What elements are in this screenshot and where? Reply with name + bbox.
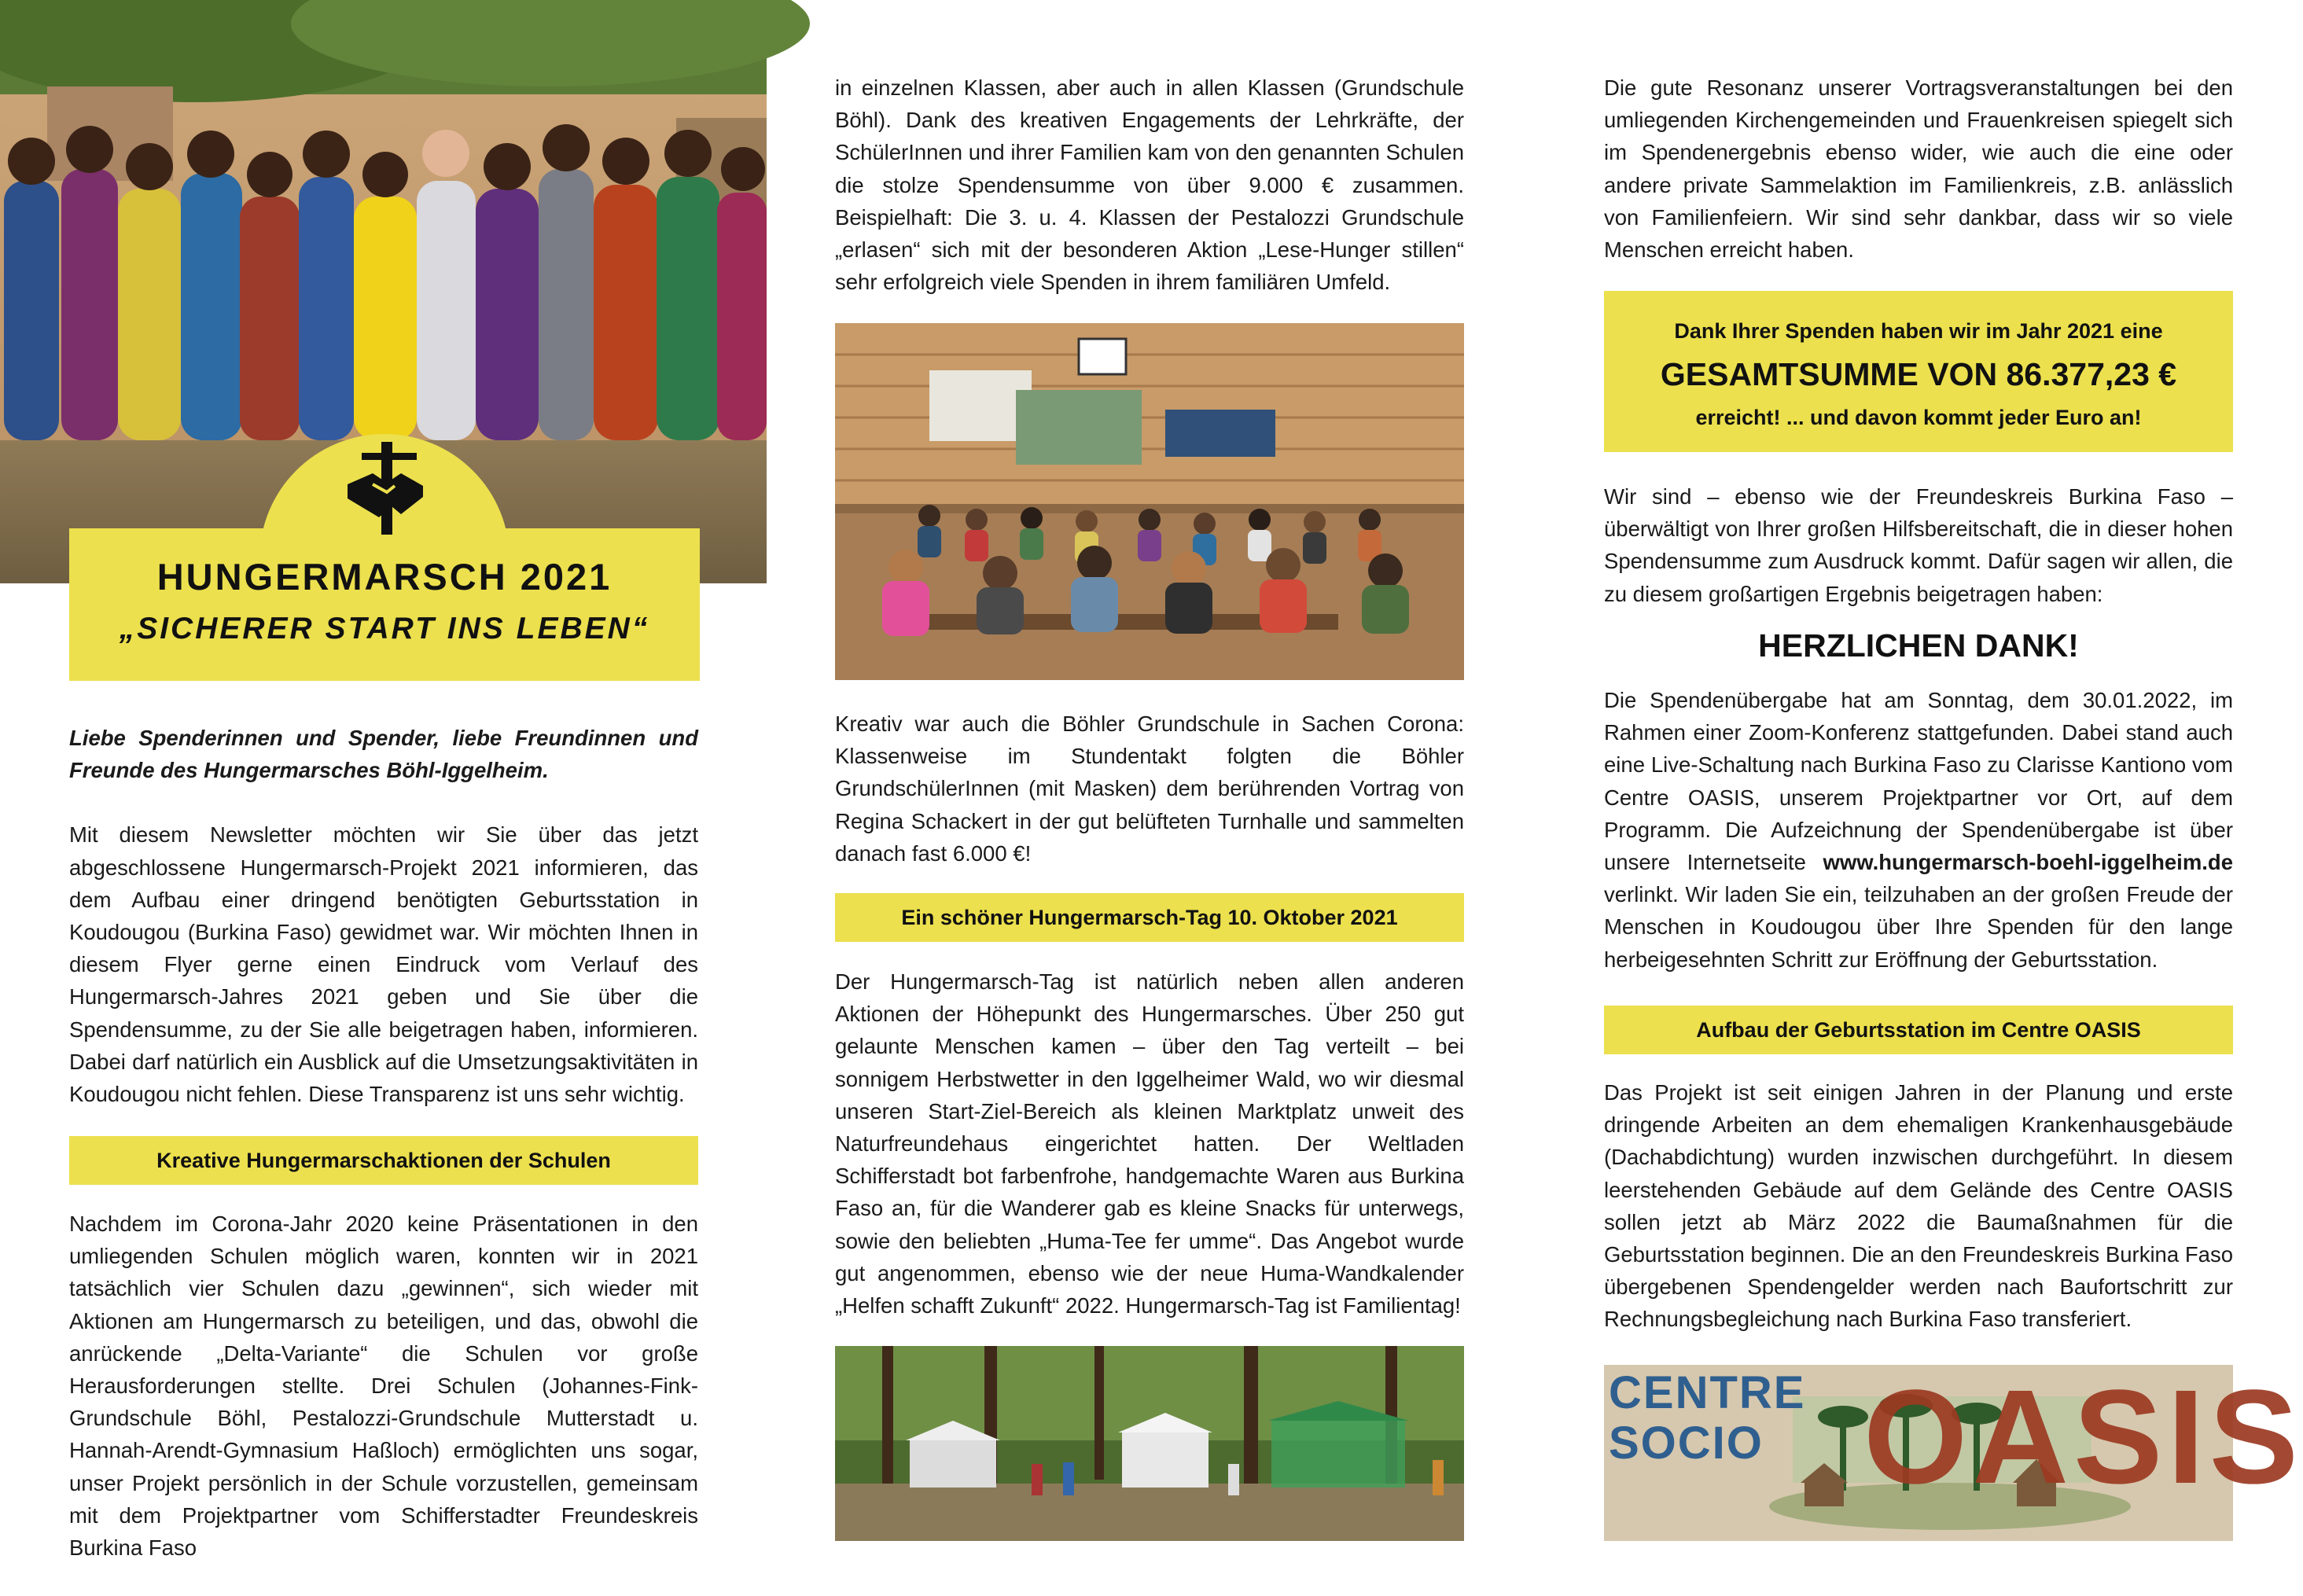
total-sum-amount: GESAMTSUMME VON 86.377,23 € [1660,356,2177,392]
hero-subtitle: „SICHERER START INS LEBEN“ [119,612,650,645]
sign-centre-text: CENTRE [1609,1367,1806,1418]
hero-title: HUNGERMARSCH 2021 [156,556,613,598]
total-sum-intro: Dank Ihrer Spenden haben wir im Jahr 2021 eine [1674,319,2163,343]
schools-paragraph: Nachdem im Corona-Jahr 2020 keine Präsentationen in den umliegenden Schulen möglich waren, konnten wir in 2021 tatsächlich vier Schulen dazu „gewinnen“, sich wieder mit Aktionen am Hungermarsch zu beteiligen, und das, obwohl die anrückende „Delta-Variante“ die Schulen vor große Herausforderungen stellte. Drei Schulen (Johannes-Fink-Grundschule Böhl, Pestalozzi-Grundschule Mutterstadt u. Hannah-Arendt-Gymnasium Haßloch) ermöglichten uns sogar, unser Projekt persönlich in der Schule vorzustellen, gemeinsam mit dem Projektpartner vom Schifferstadter Freundeskreis Burkina Faso [69,1212,698,1561]
overwhelmed-paragraph: Wir sind – ebenso wie der Freundeskreis Burkina Faso – überwältigt von Ihrer großen Hilfsbereitschaft, die in dieser hohen Spendensumme zum Ausdruck kommt. Dafür sagen wir allen, die zu diesem großartigen Ergebnis beigetragen haben: [1604,484,2233,606]
handover-paragraph [1604,684,2233,976]
forest-market-photo [835,1346,1464,1541]
boehl-school-paragraph: Kreativ war auch die Böhler Grundschule in Sachen Corona: Klassenweise im Stundentakt folgten die Böhler GrundschülerInnen (mit Masken) dem berührenden Vortrag von Regina Schackert in der gut belüfteten Turnhalle und sammelten danach fast 6.000 €! [835,712,1464,866]
sign-oasis-text: OASIS [1863,1362,2303,1512]
handshake-logo-icon [346,442,425,536]
hero-title-box [69,528,700,681]
gym-hall-photo [835,323,1464,680]
total-sum-box [1604,291,2233,452]
hungermarsch-day-paragraph: Der Hungermarsch-Tag ist natürlich neben allen anderen Aktionen der Höhepunkt des Hungermarsches. Über 250 gut gelaunte Menschen kamen – über den Tag verteilt – bei sonnigem Herbstwetter in den Iggelheimer Wald, wo wir diesmal unseren Start-Ziel-Bereich als kleinen Marktplatz unweit des Naturfreundehaus eingerichtet hatten. Der Weltladen Schifferstadt bot farbenfrohe, handgemachte Waren aus Burkina Faso an, für die Wanderer gab es kleine Snacks für unterwegs, sowie den beliebten „Huma-Tee fer umme“. Das Angebot wurde gut angenommen, ebenso wie der neue Huma-Wandkalender „Helfen schafft Zukunft“ 2022. Hungermarsch-Tag ist Familientag! [835,969,1464,1318]
website-link[interactable]: www.hungermarsch-boehl-iggelheim.de [1823,850,2233,875]
resonance-paragraph: Die gute Resonanz unserer Vortragsveranstaltungen bei den umliegenden Kirchengemeinden und Frauenkreisen spiegelt sich im Spendenergebnis ebenso wider, wie auch die eine oder andere private Sammelaktion im Familienkreis, z.B. anlässlich von Familienfeiern. Wir sind sehr dankbar, dass wir so viele Menschen erreicht haben. [1604,75,2233,263]
intro-greeting: Liebe Spenderinnen und Spender, liebe Freundinnen und Freunde des Hungermarsches Böhl-Iggelheim. [69,726,698,783]
intro-paragraph: Mit diesem Newsletter möchten wir Sie über das jetzt abgeschlossene Hungermarsch-Projekt 2021 informieren, das dem Aufbau einer dringend benötigten Geburtsstation in Koudougou (Burkina Faso) gewidmet war. Wir möchten Ihnen in diesem Flyer gerne einen Eindruck vom Verlauf des Hungermarsch-Jahres 2021 geben und Sie über die Spendensumme, zu der Sie alle beigetragen haben, informieren. Dabei darf natürlich ein Ausblick auf die Umsetzungsaktivitäten in Koudougou nicht fehlen. Diese Transparenz ist uns sehr wichtig. [69,822,698,1107]
schools-continuation-paragraph: in einzelnen Klassen, aber auch in allen Klassen (Grundschule Böhl). Dank des kreativen Engagements der Lehrkräfte, der SchülerInnen und ihrer Familien kam von den genannten Schulen die stolze Spendensumme von über 9.000 € zusammen. Beispielhaft: Die 3. u. 4. Klassen der Pestalozzi Grundschule „erlasen“ sich mit der besonderen Aktion „Lese-Hunger stillen“ sehr erfolgreich viele Spenden in ihrem familiären Umfeld. [835,75,1464,295]
handover-text-end: verlinkt. Wir laden Sie ein, teilzuhaben an der großen Freude der Menschen in Koudougou über Ihre Spenden für den lange herbeigesehnten Schritt zur Eröffnung der Geburtsstation. [1604,882,2233,972]
section-heading-birth-station: Aufbau der Geburtsstation im Centre OASIS [1604,1006,2233,1054]
birth-station-paragraph: Das Projekt ist seit einigen Jahren in der Planung und erste dringende Arbeiten an dem ehemaligen Krankenhausgebäude (Dachabdichtung) wurden inzwischen durchgeführt. In diesem leerstehenden Gebäude auf dem Gelände des Centre OASIS sollen jetzt ab März 2022 die Baumaßnahmen für die Geburtsstation beginnen. Die an den Freundeskreis Burkina Faso übergebenen Spendengelder werden nach Baufortschritt zur Rechnungsbegleichung nach Burkina Faso transferiert. [1604,1080,2233,1332]
gym-hall-photo-icon [835,323,1464,680]
total-sum-outro: erreicht! ... und davon kommt jeder Euro an! [1695,406,2142,429]
sign-socio-text: SOCIO [1609,1418,1764,1469]
forest-market-photo-icon [835,1346,1464,1541]
handover-text-start: Die Spendenübergabe hat am Sonntag, dem 30.01.2022, im Rahmen einer Zoom-Konferenz stattgefunden. Dabei stand auch eine Live-Schaltung nach Burkina Faso zu Clarisse Kantiono vom Centre OASIS, unserem Projektpartner vor Ort, auf dem Programm. Die Aufzeichnung der Spendenübergabe ist über unsere Internetseite [1604,688,2233,875]
thanks-heading: HERZLICHEN DANK! [1758,627,2079,664]
section-heading-schools: Kreative Hungermarschaktionen der Schulen [69,1136,698,1185]
centre-oasis-sign [1604,1362,2303,1541]
section-heading-hungermarsch-day: Ein schöner Hungermarsch-Tag 10. Oktober 2021 [835,893,1464,942]
